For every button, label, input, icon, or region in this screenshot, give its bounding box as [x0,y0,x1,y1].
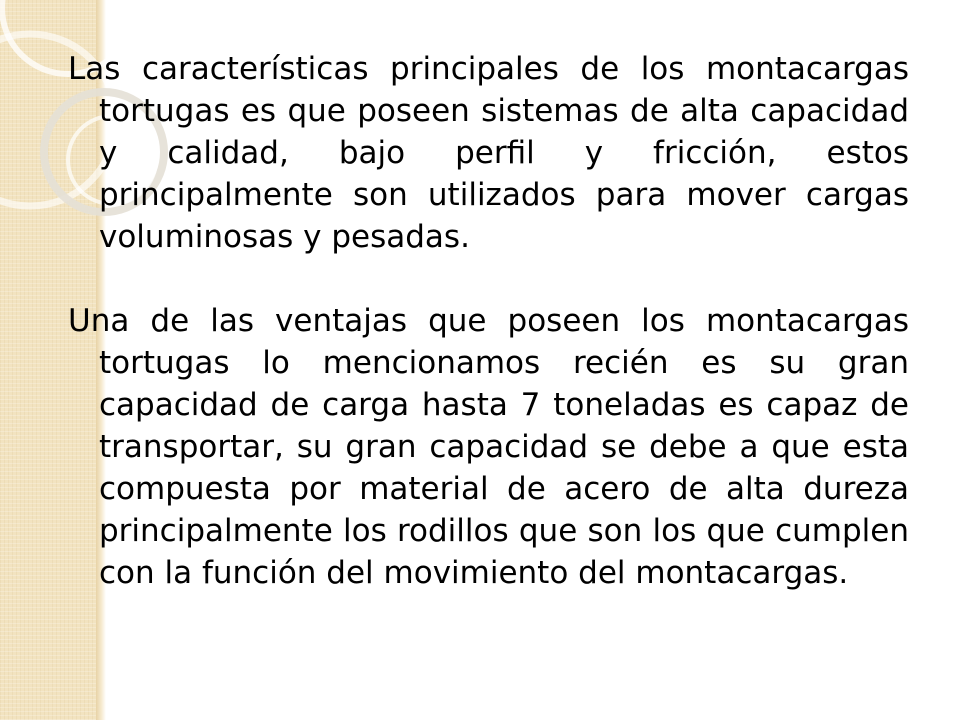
slide-body [68,48,909,636]
paragraph-2: Una de las ventajas que poseen los montacargas tortugas lo mencionamos recién es su gran capacidad de carga hasta 7 toneladas es capaz de transportar, su gran capacidad se debe a que esta compuesta por material de acero de alta dureza principalmente los rodillos que son los que cumplen con la función del movimiento del montacargas. [68,303,909,591]
paragraph-1: Las características principales de los montacargas tortugas es que poseen sistemas de alta capacidad y calidad, bajo perfil y fricción, estos principalmente son utilizados para mover cargas voluminosas y pesadas. [68,51,909,255]
